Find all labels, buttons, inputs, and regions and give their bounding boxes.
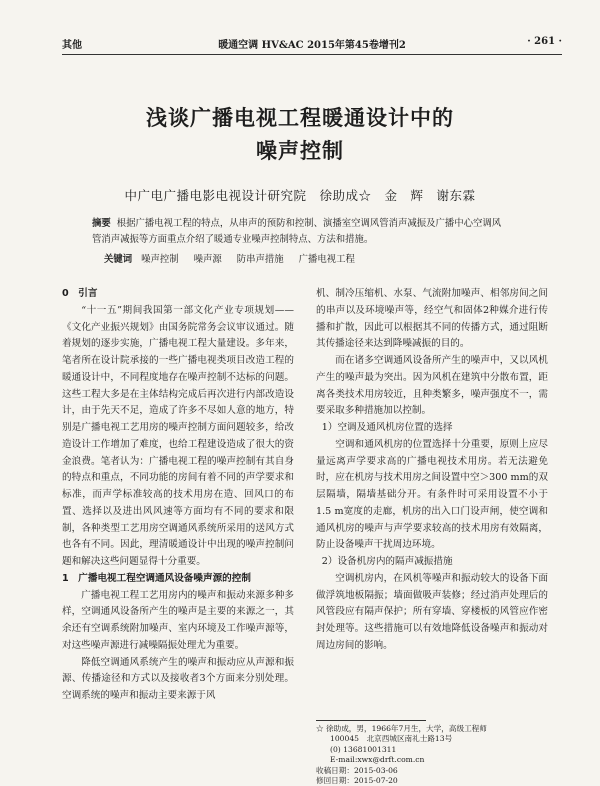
- paper-title: [62, 102, 538, 168]
- paragraph: 而在诸多空调通风设备所产生的噪声中，又以风机产生的噪声最为突出。因为风机在建筑中分散布置，距离各类技术用房较近，且种类繁多，噪声强度不一，需要采取多种措施加以控制。: [316, 355, 548, 417]
- abstract-label: 摘要: [92, 218, 111, 229]
- header-section: 其他: [62, 40, 82, 51]
- footnote-received-date: 收稿日期：2015-03-06: [316, 765, 398, 775]
- keywords-label: 关键词: [104, 254, 133, 265]
- paragraph: “十一五”期间我国第一部文化产业专项规划——《文化产业振兴规划》由国务院常务会议审议通过。随着规划的逐步实施，广播电视工程大量建设。多年来，笔者所在设计院承接的一些广播电视类项目改造工程的暖通设计中，不同程度地存在噪声控制不达标的问题。这些工程大多是在主体结构完成后再次进行内部改造设计，由于先天不足，造成了许多不尽如人意的地方，特别是广播电视工艺用房的噪声控制方面问题较多，给改造设计工作增加了难度，也给工程建设造成了很大的资金浪费。笔者认为：广播电视工程的噪声控制有其自身的特点和重点，不同功能的房间有着不同的声学要求和标准，而声学标准较高的技术用房在造、回风口的布置、选择以及进出风风速等方面均有不同的要求和限制，各种类型工艺用房空调通风系统所采用的送风方式也各有不同。因此，理清暖通设计中出现的噪声控制问题和解决这些问题显得十分重要。: [62, 304, 294, 567]
- keyword: 噪声控制: [141, 254, 179, 265]
- keyword: 广播电视工程: [298, 254, 355, 265]
- header-rule: [62, 54, 562, 55]
- footnote-address: 100045 北京西城区南礼士路13号: [330, 734, 453, 744]
- footnote-author-info: ☆ 徐助成，男，1966年7月生，大学，高级工程师: [316, 724, 487, 733]
- paragraph: 广播电视工程工艺用房内的噪声和振动来源多种多样，空调通风设备所产生的噪声是主要的来源之一，其余还有空调系统附加噪声、室内环境及工作噪声源等，对这些噪声源进行减噪隔振处理尤为重要。: [62, 589, 294, 651]
- subsection-heading: 2）设备机房内的隔声减振措施: [321, 556, 453, 567]
- section-heading: 0 引言: [62, 288, 98, 299]
- paragraph: 空调和通风机房的位置选择十分重要，原则上应尽量远离声学要求高的广播电视技术用房。若无法避免时，应在机房与技术用房之间设置中空＞300 mm的双层隔墙，隔墙基础分开。有条件时可采用设置不小于1.5 m宽度的走廊，机房的出入口门设声闸，使空调和通风机房的噪声与声学要求较高的技术用房有效隔离，防止设备噪声干扰周边环境。: [316, 438, 548, 551]
- authors: 中广电广播电影电视设计研究院 徐助成☆ 金 辉 谢东霖: [124, 188, 476, 203]
- abstract-text: 根据广播电视工程的特点，从串声的预防和控制、演播室空调风管消声减振及广播中心空调风管消声减振等方面重点介绍了暖通专业噪声控制特点、方法和措施。: [92, 218, 502, 245]
- running-header: [62, 36, 562, 52]
- right-column: [316, 286, 548, 655]
- footnote-rule: [316, 720, 426, 721]
- title-line-2: 噪声控制: [256, 139, 344, 163]
- keywords: [104, 252, 520, 268]
- keyword: 防串声措施: [236, 254, 284, 265]
- subsection-heading: 1）空调及通风机房位置的选择: [321, 422, 453, 433]
- footnote-email: E-mail:xwx@drft.com.cn: [330, 755, 425, 765]
- title-line-1: 浅谈广播电视工程暖通设计中的: [146, 106, 454, 130]
- paragraph: 空调机房内，在风机等噪声和振动较大的设备下面做浮筑地板隔振；墙面做吸声装修；经过消声处理后的风管段应有隔声保护；所有穿墙、穿楼板的风管应作密封处理等。这些措施可以有效地降低设备噪声和振动对周边房间的影响。: [316, 572, 548, 651]
- header-journal-info: 暖通空调 HV&AC 2015年第45卷增刊2: [218, 40, 406, 51]
- footnote: [316, 724, 548, 786]
- paragraph: 降低空调通风系统产生的噪声和振动应从声源和振源、传播途径和方式以及接收者3个方面来分别处理。空调系统的噪声和振动主要来源于风: [62, 656, 294, 701]
- footnote-revised-date: 修回日期：2015-07-20: [316, 776, 398, 786]
- abstract: [92, 216, 508, 248]
- paragraph: 机、制冷压缩机、水泵、气流附加噪声、相邻房间之间的串声以及环境噪声等，经空气和固体2种媒介进行传播和扩散，因此可以根据其不同的传播方式，通过阻断其传播途径来达到降噪减振的目的。: [316, 288, 548, 350]
- footnote-phone: (0) 13681001311: [330, 744, 397, 754]
- header-page-number: · 261 ·: [527, 36, 562, 47]
- keyword: 噪声源: [193, 254, 222, 265]
- left-column: [62, 286, 294, 705]
- section-heading: 1 广播电视工程空调通风设备噪声源的控制: [62, 572, 251, 584]
